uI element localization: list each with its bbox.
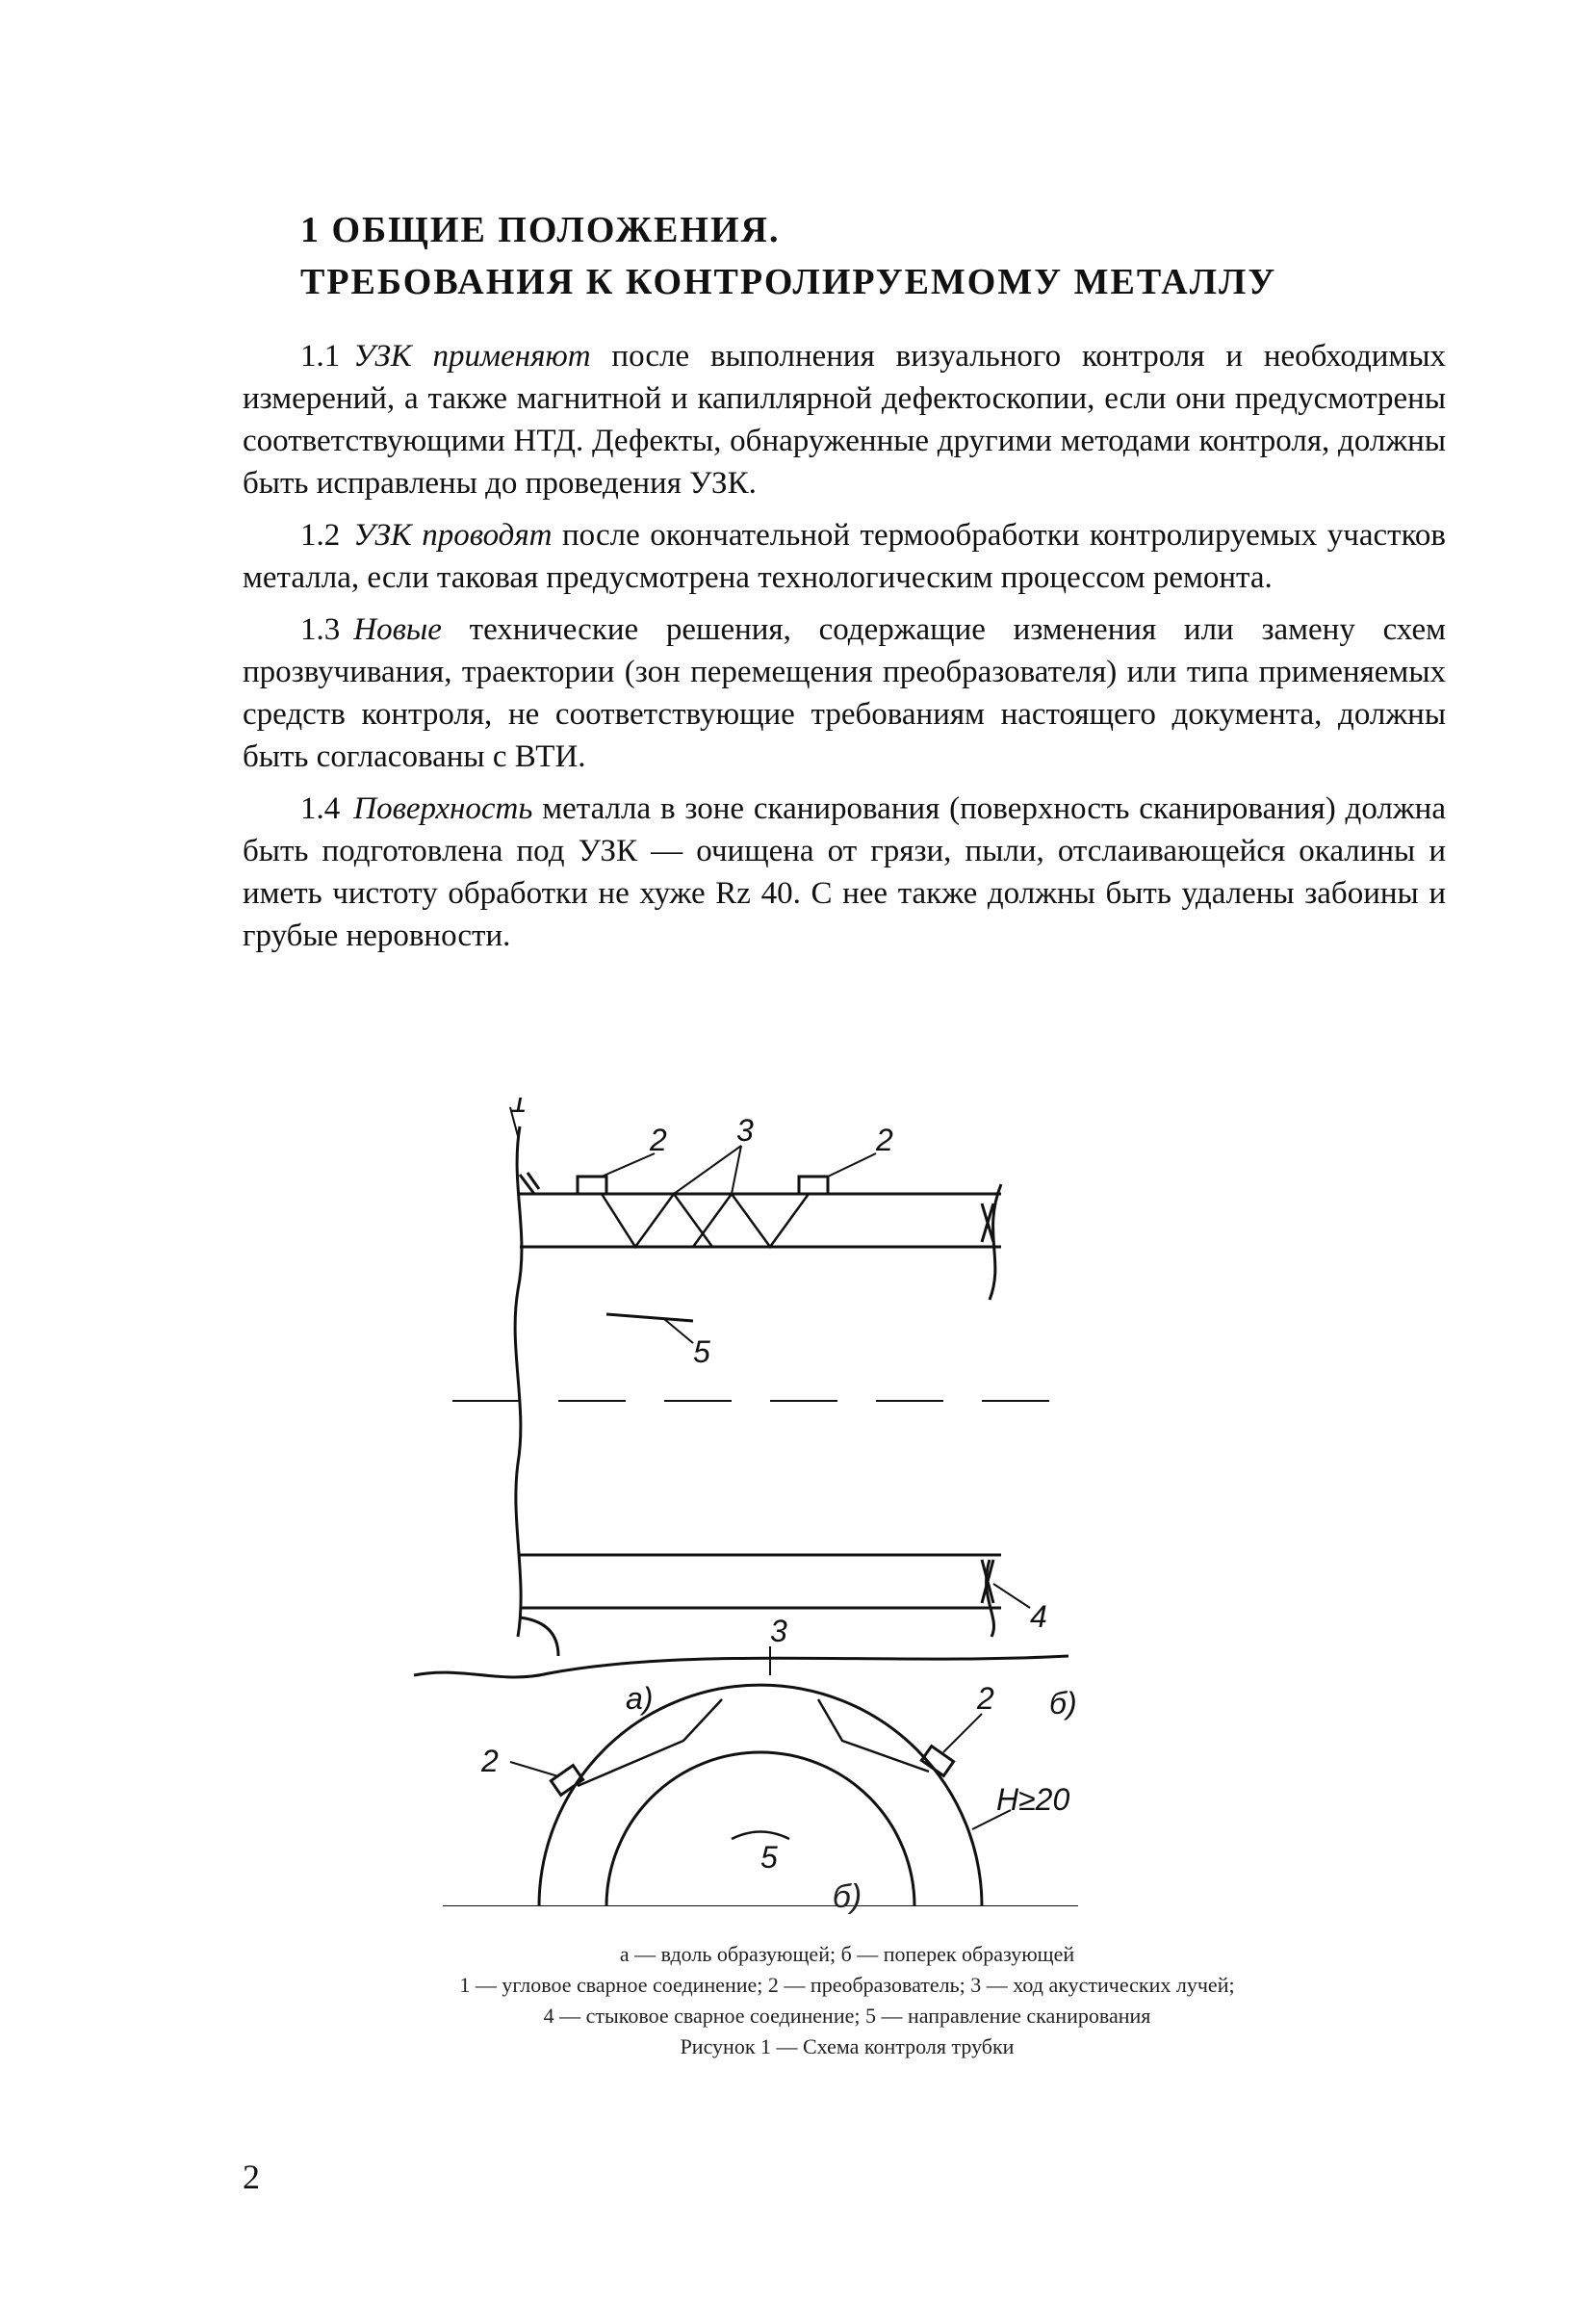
leader-2a	[602, 1153, 655, 1177]
paragraph-text: металла в зоне сканирования (поверхность сканирования) должна быть подготовлена под УЗК — очищена от грязи, пыли, отслаивающейся окалины и иметь чистоту обработки не хуже Rz 40. С нее также должны быть удалены забоины и грубые неровности.	[243, 791, 1446, 953]
fig-label-5a: 5	[693, 1334, 710, 1369]
figure-drawing	[404, 1098, 1097, 1906]
caption-line-1: а — вдоль образующей; б — поперек образующей	[619, 1942, 1075, 1966]
leader-2c	[943, 1714, 982, 1752]
paragraph-1-1	[243, 335, 1446, 505]
leader-2b	[828, 1153, 876, 1177]
paragraph-number: 1.3	[300, 612, 341, 647]
paragraph-number: 1.1	[300, 339, 341, 374]
transducer-right	[799, 1177, 828, 1194]
transducer-left	[578, 1177, 606, 1194]
paragraph-1-2	[243, 514, 1446, 599]
caption-line-4: Рисунок 1 — Схема контроля трубки	[680, 2034, 1015, 2058]
paragraph-text: после выполнения визуального контроля и необходимых измерений, а также магнитной и капиллярной дефектоскопии, если они предусмотрены соответствующими НТД. Дефекты, обнаруженные другими методами контроля, должны быть исправлены до проведения УЗК.	[243, 339, 1446, 501]
fig-label-2d: 2	[481, 1744, 499, 1778]
body-text	[243, 335, 1446, 967]
leader-3b	[732, 1146, 741, 1194]
fig-label-a: а)	[626, 1681, 654, 1716]
break-line-left	[515, 1126, 522, 1637]
paragraph-text: технические решения, содержащие изменения или замену схем прозвучивания, траектории (зон перемещения преобразователя) или типа применяемых средств контроля, не соответствующие требованиям настоящего документа, должны быть согласованы с ВТИ.	[243, 612, 1446, 774]
weld-bottom-left	[520, 1617, 558, 1656]
acoustic-ray-1	[602, 1194, 712, 1247]
paragraph-1-4	[243, 788, 1446, 957]
weld-top-left	[520, 1173, 539, 1194]
caption-line-3: 4 — стыковое сварное соединение; 5 — направление сканирования	[543, 2004, 1151, 2028]
scan-direction-arc	[732, 1832, 789, 1840]
paragraph-lead: Новые	[353, 612, 442, 647]
fig-label-h: Н≥20	[996, 1782, 1070, 1817]
figure-caption	[231, 1878, 1463, 2062]
fig-label-3a: 3	[736, 1113, 754, 1148]
paragraph-lead: УЗК проводят	[353, 518, 553, 553]
paragraph-number: 1.4	[300, 791, 341, 826]
acoustic-ray-2	[693, 1194, 809, 1247]
paragraph-lead: Поверхность	[353, 791, 533, 826]
caption-line-2: 1 — угловое сварное соединение; 2 — преобразователь; 3 — ход акустических лучей;	[459, 1973, 1235, 1997]
fig-label-2a: 2	[650, 1123, 667, 1157]
ground-line	[414, 1656, 1068, 1677]
scan-direction-arrow	[606, 1314, 693, 1321]
section-heading	[300, 204, 1455, 308]
section-heading-line-2: ТРЕБОВАНИЯ К КОНТРОЛИРУЕМОМУ МЕТАЛЛУ	[300, 262, 1277, 302]
figure-1-scheme	[404, 1098, 1097, 1906]
fig-label-4: 4	[1030, 1599, 1047, 1634]
figure-label-b2: б)	[832, 1878, 862, 1915]
paragraph-1-3	[243, 608, 1446, 778]
leader-3a	[674, 1146, 741, 1194]
break-line-right	[987, 1184, 1001, 1637]
fig-label-1: 1	[510, 1098, 528, 1119]
paragraph-lead: УЗК применяют	[353, 339, 591, 374]
paragraph-number: 1.2	[300, 518, 341, 553]
paragraph-text: после окончательной термообработки контролируемых участков металла, если таковая предусмотрена технологическим процессом ремонта.	[243, 518, 1447, 595]
leader-5a	[664, 1319, 693, 1343]
leader-4	[993, 1584, 1030, 1608]
leader-2d	[510, 1762, 558, 1776]
fig-label-2b: 2	[876, 1123, 893, 1157]
fig-label-5b: 5	[760, 1840, 778, 1875]
acoustic-ray-ring-2	[818, 1699, 929, 1772]
fig-label-b1: б)	[1049, 1686, 1077, 1721]
fig-label-3b: 3	[770, 1614, 787, 1648]
section-heading-line-1: 1 ОБЩИЕ ПОЛОЖЕНИЯ.	[300, 210, 781, 250]
page-number: 2	[243, 2158, 260, 2196]
fig-label-2c: 2	[977, 1681, 994, 1716]
